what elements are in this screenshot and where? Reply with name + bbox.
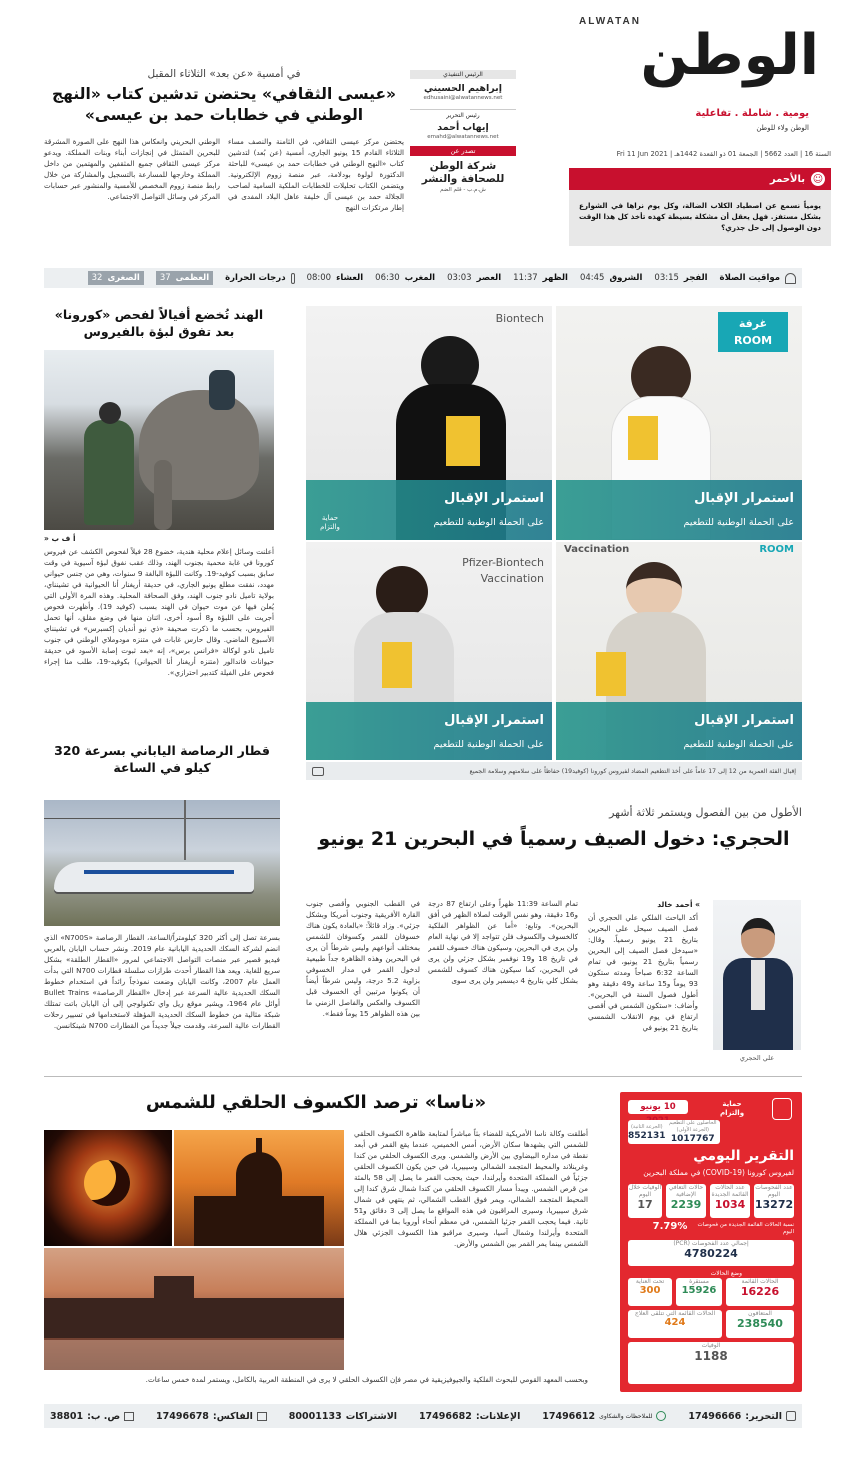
footer-bar xyxy=(44,1404,802,1428)
hajri-caption: علي الحجري xyxy=(739,1054,775,1062)
masthead xyxy=(569,10,831,145)
panel-sub-1: على الحملة الوطنية للتطعيم xyxy=(683,517,794,528)
covid-report xyxy=(620,1092,802,1392)
whatsapp-icon xyxy=(656,1411,666,1421)
panel-logo-2: حماية والتزام xyxy=(320,514,340,531)
train-headline[interactable]: قطار الرصاصة الياباني بسرعة 320 كيلو في الساعة xyxy=(54,743,270,775)
prayer-title: مواقيت الصلاة xyxy=(720,273,796,284)
camera-icon xyxy=(312,767,324,776)
summer-headline[interactable]: الحجري: دخول الصيف رسمياً في البحرين 21 يونيو xyxy=(318,828,790,850)
eclipse-photo-1 xyxy=(44,1130,172,1246)
hajri-photo xyxy=(713,900,801,1050)
nasa-body: أطلقت وكالة ناسا الأمريكية للفضاء بثاً مباشراً لمتابعة ظاهرة الكسوف الحلقي للشمس التي يشهدها سكان الأرض، أمس الخميس، عندما يقع القمر في أبعد نقطة في مداره البيضاوي بين الأرض والشمس. ويرى الكسوف الحلقي من كندا وغرينلاند والمحيط المتجمد الشمالي وسيبيريا، في حين يكون الكسوف الحلقي جزئياً في المملكة المتحدة وأيرلندا، حيث يحجب القمر ما يصل إلى 58 بالمئة من قرص الشمس. ويبدأ مسار الكسوف الحلقي من كندا شمال شرق كندا إلى المحيط المتجمد الشمالي، ويمر فوق القطب الشمالي، ثم ينتهي في شمال شرق سيبيريا، وسيرى المراقبون في هذه المواقع ما يصل إلى 3 دقائق و51 ثانية. فيما يحجب القمر جزئيا الشمس، في معظم أنحاء أوروبا بما في المملكة المتحدة وأيرلندا وشمال آسيا، وسيرى مراقبو هذا الكسوف الجزئي هلال الشمس بينما يمر القمر بين الشمس والأرض. xyxy=(354,1129,588,1248)
tagline: الوطن ولاء للوطن xyxy=(756,124,809,132)
deaths-today: الوفيات خلال اليوم 17 xyxy=(628,1184,662,1218)
biontech-label: Biontech xyxy=(495,312,544,325)
editor-email[interactable]: edhusaini@alwatannews.net xyxy=(423,95,503,101)
total-tests: إجمالي عدد الفحوصات (PCR) 4780224 xyxy=(628,1240,794,1266)
eclipse-photo-3 xyxy=(44,1248,344,1370)
room-label-2: ROOM xyxy=(759,544,794,555)
covid-date: 10 يونيو xyxy=(628,1100,688,1114)
publisher-note: ش.م.ب - قلم الضم xyxy=(440,187,486,193)
treated-cases: الحالات القائمة التي تتلقى العلاج 424 xyxy=(628,1310,722,1338)
editor-name: إبراهيم الحسيني xyxy=(424,83,502,94)
staff-box xyxy=(410,70,516,250)
india-body: أعلنت وسائل إعلام محلية هندية، خضوع 28 فيلاً لفحوص الكشف عن فيروس كورونا في غابة محمية بجنوب الهند، وذلك عقب نفوق لبؤة آسيوية في وقت سابق بسبب كوفيد-19. وكانت اللبؤة البالغة 9 سنوات، وهي من جنس حيواني مهدد، نفقت مطلع يونيو الجاري، في حديقة أريغنار أنا الحيوانية في تشينناي، بولاية تاميل نادو جنوب الهند، وفق الصحافة المحلية. وهذه المرة الأولى التي يُعلن فيها عن موت حيوان في الهند بسبب (كوفيد 19). وأظهرت فحوص أجريت على اللبؤة و8 أسود أخرى، اثنان منها في وضع مقلق، أنها تحمل الفيروس، بحسب ما ذكرت صحيفة «ذي نيو أنديان إكسبرس» في تشينناي الأسبوع الماضي. وقال حارس غابات في متنزه مودوملاي الوطني في جنوب تاميل نادو لوكالة «فرانس برس»، إنه «بعد ثبوت إصابة الأسود في حديقة حيوانات فاندالور (متنزه أريغنار أنا الحيواني) بكوفيد-19، طلب منا إجراء فحوص على الفيلة كتدبير احترازي». xyxy=(44,547,274,677)
lead-col-right: يحتضن مركز عيسى الثقافي، في الثامنة والنصف مساء الثلاثاء القادم 15 يونيو الجاري، أمسية (عن بُعد) لتدشين كتاب «النهج الوطني في خطابات حمد بن عيسى» للباحثة الدكتورة لولوة بودلامة، عبر منصة زووم الإلكترونية. ويتضمن الكتاب تحليلات للخطابات الملكية السامية لصاحب الجلالة حمد بن عيسى آل خليفة عاهل البلاد المفدى في إطار مرتكزات النهج xyxy=(228,137,405,212)
chief-email[interactable]: emahd@alwatannews.net xyxy=(427,134,499,140)
care-cases: تحت العناية 300 xyxy=(628,1278,672,1306)
divider xyxy=(44,1076,802,1077)
vaccination-label-1: Vaccination xyxy=(564,544,630,555)
chief-role: رئيس التحرير xyxy=(410,109,516,119)
room-label: ROOM xyxy=(733,334,773,347)
red-column-title: بالأحمر xyxy=(769,173,805,185)
thermometer-icon xyxy=(291,273,295,284)
footer-pobox[interactable]: ص. ب: 38801 xyxy=(50,1411,134,1422)
newspaper-logo[interactable]: الوطن xyxy=(640,23,819,88)
footer-subs[interactable]: الاشتراكات 80001133 xyxy=(288,1410,398,1422)
panel-text-3: استمرار الإقبال xyxy=(694,713,794,728)
vaccine-photo-top-right xyxy=(556,306,802,540)
india-headline[interactable]: الهند تُخضع أفيالاً لفحص «كورونا» بعد تفوق لبؤة بالفيروس xyxy=(54,307,264,339)
prayer-dhuhr: الظهر 11:37 xyxy=(513,273,568,283)
panel-sub-4: على الحملة الوطنية للتطعيم xyxy=(433,739,544,750)
temperature-title: درجات الحرارة xyxy=(225,273,294,284)
vaccine-feature xyxy=(306,306,802,784)
active-cases: الحالات القائمة 16226 xyxy=(726,1278,794,1306)
prayer-isha: العشاء 08:00 xyxy=(306,273,364,283)
temp-min: الصغرى 32 xyxy=(88,271,144,285)
summer-kicker: الأطول من بين الفصول ويستمر ثلاثة أشهر xyxy=(609,806,802,819)
footer-editorial[interactable]: التحرير: 17496666 xyxy=(688,1411,796,1422)
status-label: وضع الحالات xyxy=(710,1270,742,1277)
publisher-name: شركة الوطن للصحافة والنشر xyxy=(421,160,505,185)
vaccination-label-2: Vaccination xyxy=(480,572,544,585)
logo-en: ALWATAN xyxy=(579,16,641,27)
lead-col-left: الوطني البحريني وانعكاس هذا النهج على الصورة المشرقة للبحرين المتمثل في إنجازات أبناء وبنات المملكة. ويدعو مركز عيسى الثقافي جميع المثقفين والمهتمين من داخل المملكة وخارجها للمسارعة بالتسجيل والمشاركة من خلال رابط منصة زووم المخصص للأمسية والمنشور عبر حسابات المركز في وسائل التواصل الاجتماعي. xyxy=(44,137,220,201)
deaths-total: الوفيات 1188 xyxy=(628,1342,794,1384)
india-credit: » أ ف ب xyxy=(44,534,76,543)
recovered-total: المتعافون 238540 xyxy=(726,1310,794,1338)
vaccine-photo-bottom-left xyxy=(306,542,552,760)
panel-text-4: استمرار الإقبال xyxy=(444,713,544,728)
elephant-photo xyxy=(44,350,274,530)
publisher-label: تصدر عن xyxy=(410,146,516,156)
prayer-fajr: الفجر 03:15 xyxy=(654,273,708,283)
nasa-body-end: وبحسب المعهد القومي للبحوث الفلكية والجيوفيزيقية في مصر فإن الكسوف الحلقي لا يرى في المنطقة العربية بالكامل، ويستمر لمدة خمس ساعات. xyxy=(145,1375,588,1384)
panel-text-1: استمرار الإقبال xyxy=(694,491,794,506)
summer-col-1: أكد الباحث الفلكي علي الحجري أن فصل الصيف سيحل على البحرين بتاريخ 21 يونيو رسمياً. وقال: «سيدخل فصل الصيف إلى البحرين رسمياً بتاريخ 21 يونيو، في تمام الساعة 6:32 صباحاً ومدته ستكون 93 يوماً و15 ساعة و49 دقيقة وهو أطول فصول السنة في البحرين». وأضاف: «ستكون الشمس في أقصى ارتفاع في يوم الانقلاب الشمسي بتاريخ 21 يونيو في xyxy=(588,913,698,1032)
stable-cases: مستقرة 15926 xyxy=(676,1278,722,1306)
dateline: السنة 16 | العدد 5662 | الجمعة 01 ذو القعدة 1442هـ | Fri 11 Jun 2021 xyxy=(616,150,831,158)
editor-role: الرئيس التنفيذي xyxy=(410,70,516,79)
temp-max: العظمى 37 xyxy=(156,271,213,285)
slogan: يومية . شاملة . تفاعلية xyxy=(695,108,809,119)
vaccine-photo-top-left xyxy=(306,306,552,540)
prayer-maghrib: المغرب 06:30 xyxy=(375,273,436,283)
nasa-headline[interactable]: «ناسا» ترصد الكسوف الحلقي للشمس xyxy=(145,1092,487,1113)
red-column xyxy=(569,168,831,246)
pfizer-label: Pfizer-Biontech xyxy=(462,556,544,569)
covid-title: التقرير اليومي xyxy=(693,1148,794,1164)
panel-sub-2: على الحملة الوطنية للتطعيم xyxy=(433,517,544,528)
room-ar: غرفة xyxy=(738,317,768,330)
red-column-text: يومياً نسمع عن اصطياد الكلاب الضالة، وكل يوم نراها في الشوارع بشكل مستفز. فهل يعقل أن مشكلة بسيطة كهذه تأخذ كل هذا الوقت دون الوصول إلى حل جذري؟ xyxy=(579,201,821,232)
mailbox-icon xyxy=(124,1412,134,1421)
train-photo xyxy=(44,800,280,926)
phone-icon xyxy=(786,1411,796,1421)
footer-fax[interactable]: الفاكس: 17496678 xyxy=(156,1411,267,1422)
summer-byline: » أحمد خالد xyxy=(657,900,700,909)
train-body: بسرعة تصل إلى أكثر 320 كيلومتراً/الساعة، القطار الرصاصة «N700S» الذي انضم لشركة السكك الحديدية اليابانية عام 2019. ونشر حساب اليابان بالعربي فيديو قصير عبر منصات التواصل الاجتماعي لمرور «القطار الطلقة» بشكل سريع للغاية. ويعد هذا القطار أحدث طرازات سلسلة قطارات N700 التي بدأت العمل عام 2007، وكانت اليابان وضعت نموذجاً رائداً في استخدام خطوط السكك الحديدية عالية السرعة عبر إدخال «القطار الرصاصة» Bullet Trains أوائل عام 1964، ويشير موقع ريل واي تكنولوجي إلى أن اليابان باتت تمتلك شبكة مثالية من خطوط السكك الحديدية المؤهلة لاستخدامها في تسيير رحلات القطارات عالية السرعة، وقدمت جيلاً جديداً من القطارات N700 شينكانسن. xyxy=(44,933,280,1030)
eclipse-photo-2 xyxy=(174,1130,344,1246)
chief-name: إيهاب أحمد xyxy=(437,122,489,133)
summer-col-3: في القطب الجنوبي وأقصى جنوب القارة الأفريقية وجنوب أمريكا وبشكل جزئي». وزاد قائلاً: «بالعادة يكون هناك خسوفان للقمر وكسوفان للشمس بمختلف أنواعهم وليس شرطاً أن يرى في البحرين وهذه الظاهرة جداً طبيعية لدخول القمر في مدار الخسوفي بزاوية 5.2 درجة، وليس شرطاً أيضاً أن يكونوا مرتبين أي الخسوف قبل الكسوف والعكس والفاصل الزمني ما بين هذه الظواهر 15 يوماً فقط». xyxy=(306,899,420,1018)
bahrain-emblem-icon xyxy=(772,1098,792,1120)
prayer-sunrise: الشروق 04:45 xyxy=(579,273,643,283)
lead-kicker: في أمسية «عن بعد» الثلاثاء المقبل xyxy=(147,68,301,80)
covid-logo: حماية والتزام xyxy=(719,1100,745,1117)
footer-whatsapp[interactable]: للملاحظات والشكاوى 17496612 xyxy=(542,1411,666,1422)
recovered-today: حالات التعافي الإضافية 2239 xyxy=(666,1184,706,1218)
vaccinated-box: الحاصلون على التطعيم (الجرعة الأولى) 1017767 (الجرعة الثانية) 852131 xyxy=(628,1120,720,1144)
tests-today: عدد الفحوصات اليوم 13272 xyxy=(754,1184,794,1218)
mosque-icon xyxy=(785,273,796,284)
panel-sub-3: على الحملة الوطنية للتطعيم xyxy=(683,739,794,750)
ratio-label: نسبة الحالات القائمة الجديدة من فحوصات اليوم xyxy=(697,1222,794,1235)
vaccine-caption: إقبال الفئة العمرية من 12 إلى 17 عاماً على أخذ التطعيم المضاد لفيروس كورونا (كوفيد19) حفاظاً على سلامتهم وسلامة الجميع xyxy=(306,762,802,780)
prayer-bar xyxy=(44,268,802,288)
panel-text-2: استمرار الإقبال xyxy=(444,491,544,506)
vaccine-photo-bottom-right xyxy=(556,542,802,760)
covid-subtitle: لفيروس كورونا (COVID-19) في مملكة البحرين xyxy=(643,1168,794,1177)
summer-col-2: تمام الساعة 11:39 ظهراً وعلى ارتفاع 87 درجة و16 دقيقة، وهو نفس الوقت لصلاة الظهر في أفق البحرين». وتابع: «أما عن الظواهر الفلكية كالخسوف والكسوف فلن تتواجد إلا في نهاية العام ولن يرى في البحرين، وسيكون هناك خسوف للقمر في تاريخ 18 و19 نوفمبر بشكل جزئي ولن يرى في البحرين، كما سيكون هناك كسوف للشمس بشكل كلي بتاريخ 4 ديسمبر ولن يرى سوى xyxy=(428,899,578,985)
fax-icon xyxy=(257,1412,267,1421)
footer-ads[interactable]: الإعلانات: 17496682 xyxy=(418,1410,521,1422)
smile-icon: ☺ xyxy=(812,173,824,185)
new-cases: عدد الحالات القائمة الجديدة 1034 xyxy=(710,1184,750,1218)
prayer-asr: العصر 03:03 xyxy=(447,273,502,283)
lead-headline[interactable]: «عيسى الثقافي» يحتضن تدشين كتاب «النهج الوطني في خطابات حمد بن عيسى» xyxy=(51,85,397,124)
ratio-value: 7.79% xyxy=(652,1221,688,1232)
